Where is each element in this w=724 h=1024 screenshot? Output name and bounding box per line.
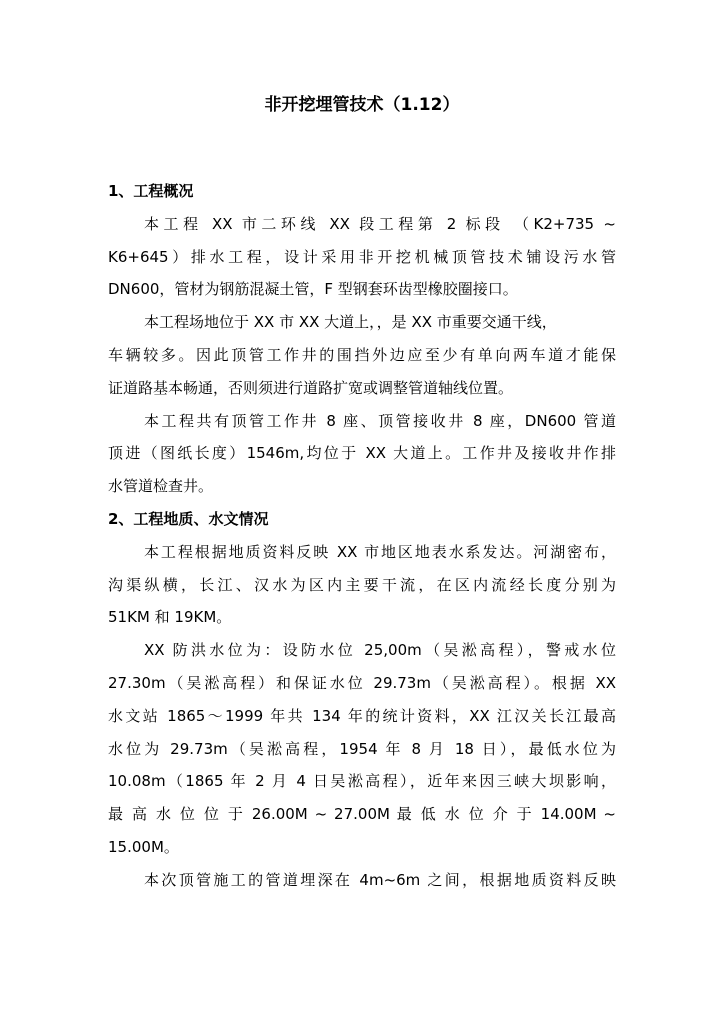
text-line: 本次顶管施工的管道埋深在 4m~6m 之间，根据地质资料反映 bbox=[144, 870, 616, 889]
paragraph-water-system bbox=[108, 536, 616, 634]
text-line: 水管道检查井。 bbox=[108, 477, 214, 496]
paragraph-project-scope bbox=[108, 208, 616, 306]
section-heading-geology-hydrology: 2、工程地质、水文情况 bbox=[108, 509, 269, 528]
text-line: 27.30m（吴淞高程）和保证水位 29.73m（吴淞高程）。根据 XX bbox=[108, 673, 616, 692]
text-line: XX 防洪水位为：设防水位 25,00m（吴淞高程），警戒水位 bbox=[144, 641, 616, 660]
text-line: 本工程根据地质资料反映 XX 市地区地表水系发达。河湖密布， bbox=[144, 542, 616, 561]
document-body bbox=[108, 175, 616, 897]
section-heading-overview: 1、工程概况 bbox=[108, 182, 194, 200]
text-line: 水位为 29.73m（吴淞高程，1954 年 8 月 18 日），最低水位为 bbox=[108, 739, 616, 758]
paragraph-shafts bbox=[108, 405, 616, 503]
text-line: 15.00M。 bbox=[108, 837, 179, 856]
text-line: 车辆较多。因此顶管工作井的围挡外边应至少有单向两车道才能保 bbox=[108, 345, 616, 364]
text-line: K6+645）排水工程，设计采用非开挖机械顶管技术铺设污水管 bbox=[108, 247, 616, 266]
text-line: 水文站 1865～1999 年共 134 年的统计资料，XX 江汉关长江最高 bbox=[108, 706, 616, 725]
paragraph-site-location bbox=[108, 306, 616, 404]
text-line: 本工程场地位于 XX 市 XX 大道上，，是 XX 市重要交通干线， bbox=[144, 313, 557, 332]
text-line: 顶进（图纸长度）1546m,均位于 XX 大道上。工作井及接收井作排 bbox=[108, 444, 616, 463]
text-line: 沟渠纵横，长江、汉水为区内主要干流，在区内流经长度分别为 bbox=[108, 575, 616, 594]
text-line: DN600，管材为钢筋混凝土管，F 型钢套环齿型橡胶圈接口。 bbox=[108, 280, 518, 299]
paragraph-burial-depth bbox=[108, 864, 616, 897]
text-line: 最 高 水 位 位 于 26.00M ~ 27.00M 最 低 水 位 介 于 14.00M ~ bbox=[108, 805, 616, 824]
text-line: 本工程共有顶管工作井 8 座、顶管接收井 8 座，DN600 管道 bbox=[144, 411, 616, 430]
paragraph-flood-levels bbox=[108, 634, 616, 864]
text-line: 证道路基本畅通，否则须进行道路扩宽或调整管道轴线位置。 bbox=[108, 378, 514, 397]
text-line: 本工程 XX 市二环线 XX 段工程第 2 标段 （K2+735 ~ bbox=[144, 214, 616, 233]
document-title: 非开挖埋管技术（1.12） bbox=[264, 95, 460, 115]
text-line: 51KM 和 19KM。 bbox=[108, 608, 232, 627]
text-line: 10.08m（1865 年 2 月 4 日吴淞高程），近年来因三峡大坝影响， bbox=[108, 772, 616, 791]
